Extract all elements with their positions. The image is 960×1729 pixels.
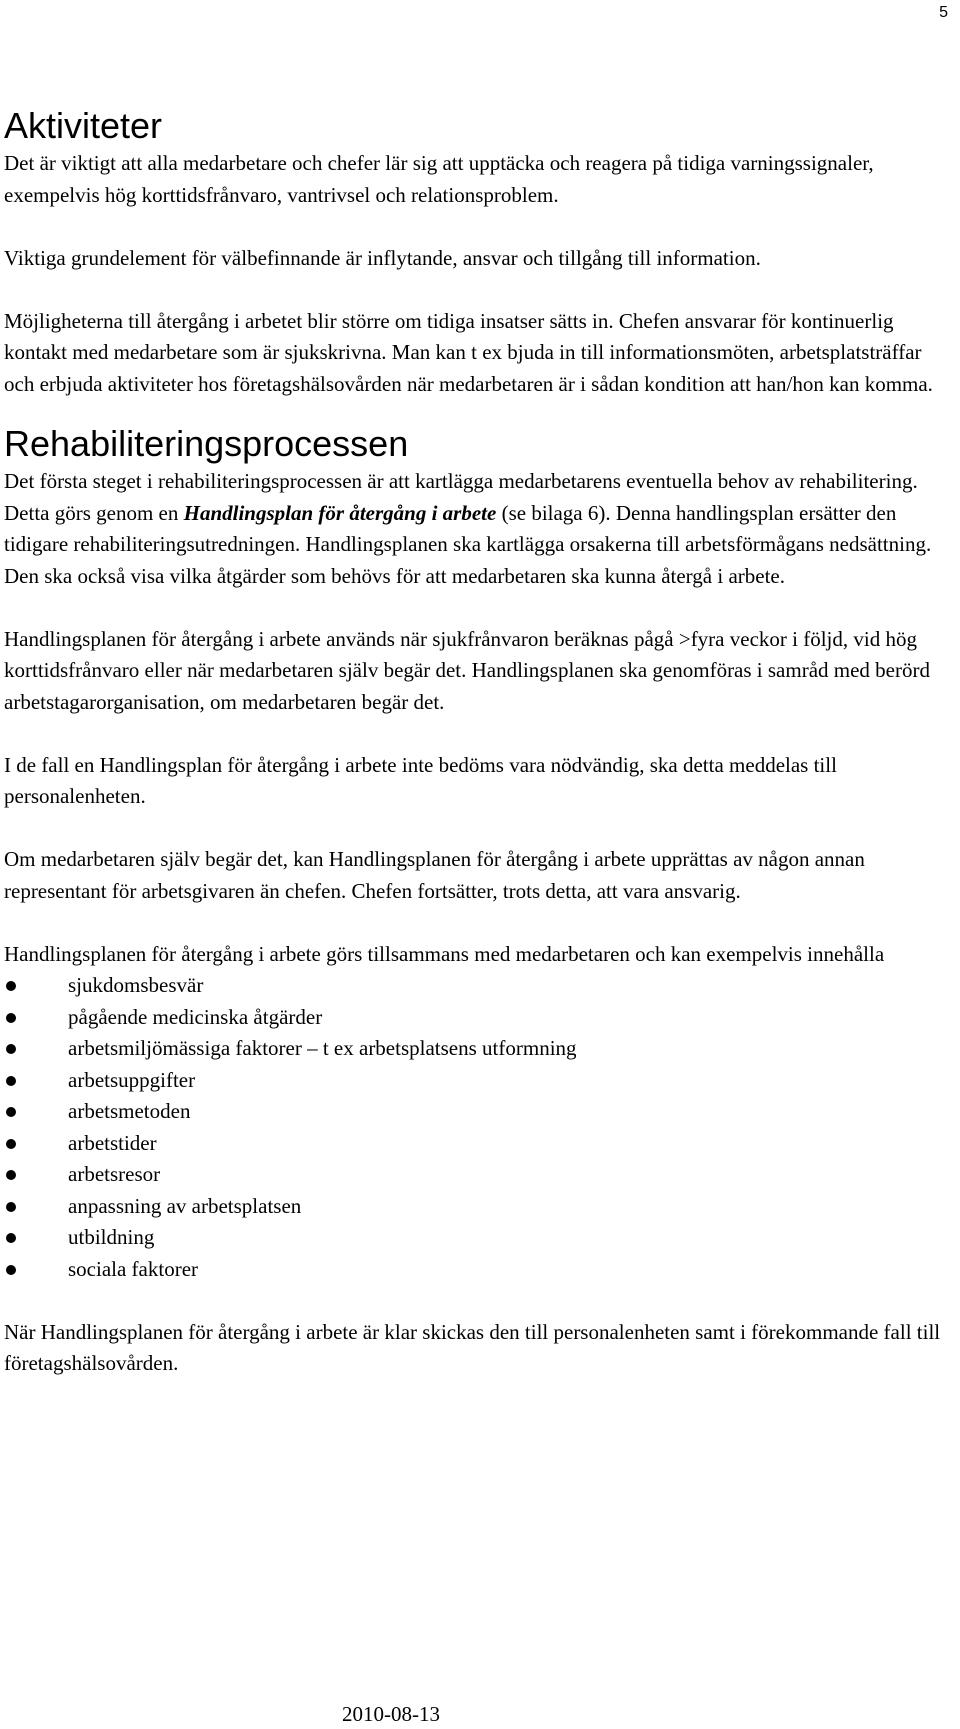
heading-rehabiliteringsprocessen: Rehabiliteringsprocessen bbox=[4, 423, 409, 464]
list-item-text: arbetsresor bbox=[68, 1162, 161, 1186]
list-item bbox=[4, 1065, 944, 1097]
list-item-text: arbetsmiljömässiga faktorer – t ex arbetsplatsens utformning bbox=[68, 1036, 577, 1060]
bullet-icon bbox=[6, 1233, 16, 1243]
bullet-icon bbox=[6, 981, 16, 991]
bullet-icon bbox=[6, 1170, 16, 1180]
list-item-text: arbetstider bbox=[68, 1130, 157, 1155]
list-item bbox=[4, 1033, 944, 1065]
footer-date: 2010-08-13 bbox=[342, 1702, 440, 1726]
paragraph-contents-intro: Handlingsplanen för återgång i arbete görs tillsammans med medarbetaren och kan exempelvis innehålla bbox=[4, 941, 885, 966]
list-item bbox=[4, 1096, 944, 1128]
paragraph-basic-elements: Viktiga grundelement för välbefinnande är inflytande, ansvar och tillgång till information. bbox=[4, 245, 761, 270]
page-number: 5 bbox=[939, 4, 948, 21]
paragraph-early-efforts: Möjligheterna till återgång i arbetet blir större om tidiga insatser sätts in. Chefen ansvarar för kontinuerlig kontakt med medarbetare som är sjukskrivna. Man kan t ex bjuda in till informationsmöten, arbetsplatsträffar och erbjuda aktiviteter hos företagshälsovården när medarbetaren är i sådan kondition att han/hon kan komma. bbox=[4, 308, 933, 396]
paragraph-warning-signals: Det är viktigt att alla medarbetare och chefer lär sig att upptäcka och reagera på tidiga varningssignaler, exempelvis hög korttidsfrånvaro, vantrivsel och relationsproblem. bbox=[4, 151, 874, 207]
bullet-icon bbox=[6, 1202, 16, 1212]
list-item bbox=[4, 1002, 944, 1034]
list-item-text: utbildning bbox=[68, 1225, 155, 1249]
list-item-text: sociala faktorer bbox=[68, 1256, 199, 1281]
list-item bbox=[4, 1254, 944, 1286]
paragraph-other-representative: Om medarbetaren själv begär det, kan Handlingsplanen för återgång i arbete upprättas av någon annan representant för arbetsgivaren än chefen. Chefen fortsätter, trots detta, att vara ansvarig. bbox=[4, 847, 865, 903]
paragraph-first-step-part1: Det första steget i rehabiliteringsprocessen är att kartlägga medarbetarens eventuella behov av rehabilitering. Detta görs genom en bbox=[4, 469, 918, 525]
list-item bbox=[4, 1222, 944, 1254]
paragraph-when-used: Handlingsplanen för återgång i arbete används när sjukfrånvaron beräknas pågå >fyra veckor i följd, vid hög korttidsfrånvaro eller när medarbetaren själv begär det. Handlingsplanen ska genomföras i samråd med berörd arbetstagarorganisation, om medarbetaren begär det. bbox=[4, 626, 930, 714]
paragraph-first-step-part2: (se bilaga 6). Denna handlingsplan ersätter den tidigare rehabiliteringsutredningen. Handlingsplanen ska kartlägga orsakerna till arbetsförmågans nedsättning. Den ska också visa vilka åtgärder som behövs för att medarbetaren ska kunna återgå i arbete. bbox=[4, 500, 932, 588]
bullet-icon bbox=[6, 1107, 16, 1117]
list-item-text: arbetsmetoden bbox=[68, 1099, 191, 1123]
bullet-icon bbox=[6, 1044, 16, 1054]
list-item bbox=[4, 1128, 944, 1160]
list-item bbox=[4, 1159, 944, 1191]
list-item-text: anpassning av arbetsplatsen bbox=[68, 1193, 302, 1218]
bullet-icon bbox=[6, 1139, 16, 1149]
list-item-text: pågående medicinska åtgärder bbox=[68, 1004, 323, 1029]
document-body bbox=[4, 104, 944, 1380]
bullet-icon bbox=[6, 1013, 16, 1023]
contents-list bbox=[4, 970, 944, 1285]
paragraph-first-step bbox=[4, 466, 944, 592]
list-item bbox=[4, 970, 944, 1002]
paragraph-not-necessary: I de fall en Handlingsplan för återgång i arbete inte bedöms vara nödvändig, ska detta meddelas till personalenheten. bbox=[4, 752, 837, 808]
list-item-text: arbetsuppgifter bbox=[68, 1067, 196, 1092]
heading-aktiviteter: Aktiviteter bbox=[4, 105, 163, 146]
list-item-text: sjukdomsbesvär bbox=[68, 973, 204, 997]
bullet-icon bbox=[6, 1265, 16, 1275]
paragraph-when-complete: När Handlingsplanen för återgång i arbete är klar skickas den till personalenheten samt i förekommande fall till företagshälsovården. bbox=[4, 1319, 941, 1375]
list-item bbox=[4, 1191, 944, 1223]
bullet-icon bbox=[6, 1076, 16, 1086]
handlingsplan-emphasis: Handlingsplan för återgång i arbete bbox=[183, 500, 497, 525]
